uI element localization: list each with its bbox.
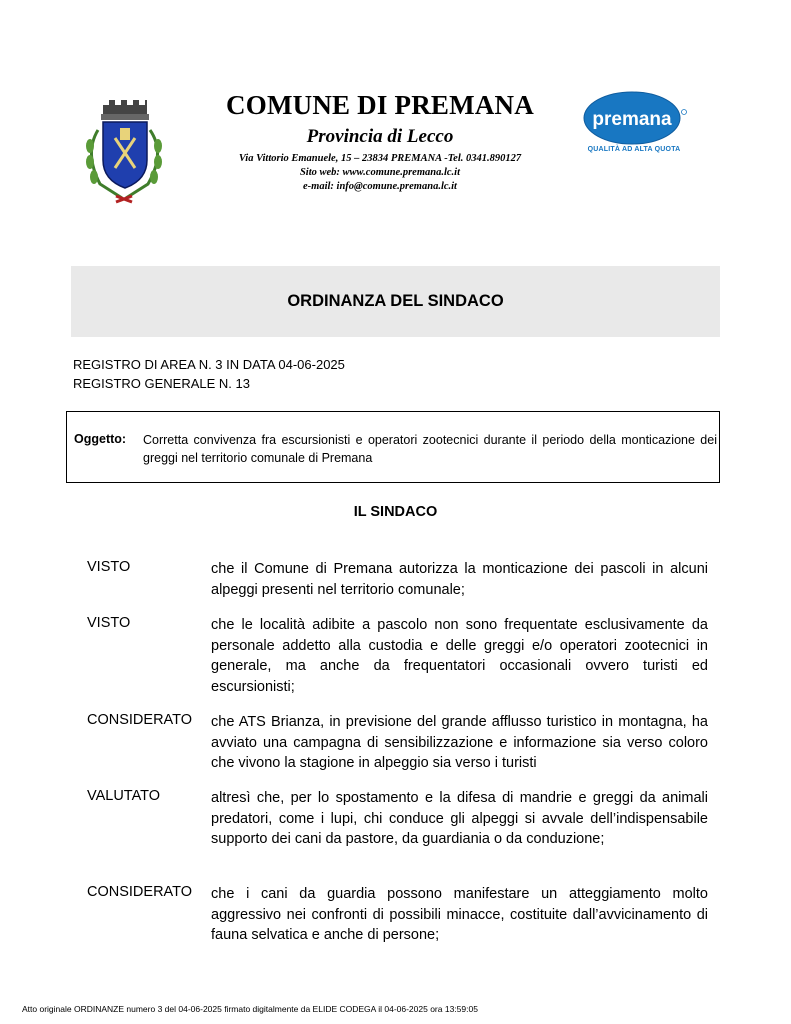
logo-text: premana <box>592 109 672 130</box>
clause-label: VISTO <box>87 559 131 575</box>
ordinance-title: ORDINANZA DEL SINDACO <box>287 292 504 310</box>
website-line: Sito web: www.comune.premana.lc.it <box>299 167 461 178</box>
registry-area: REGISTRO DI AREA N. 3 IN DATA 04-06-2025 <box>73 357 345 372</box>
clause-label: CONSIDERATO <box>87 884 193 900</box>
clause-text: che il Comune di Premana autorizza la monticazione dei pascoli in alcuni alpeggi presenti nel territorio comunale; <box>211 561 708 598</box>
clause-label: VISTO <box>87 615 131 631</box>
email-line: e-mail: info@comune.premana.lc.it <box>303 181 457 192</box>
clause-text: altresì che, per lo spostamento e la difesa di mandrie e greggi da animali predatori, come i lupi, chi conduce gli alpeggi si avvale dell’indispensabile supporto dei cani da pastore, da guardiania o da conduzione; <box>211 790 708 847</box>
subject-label: Oggetto: <box>74 432 127 446</box>
clause-label: CONSIDERATO <box>87 712 193 728</box>
clause-text: che le località adibite a pascolo non sono frequentate esclusivamente da personale addetto alla custodia e delle greggi e/o operatori zootecnici in generale, ma anche da frequentatori occasionali ovvero turisti ed escursionisti; <box>211 617 708 695</box>
section-heading: IL SINDACO <box>353 504 438 520</box>
registry-general: REGISTRO GENERALE N. 13 <box>73 376 250 391</box>
page-title: COMUNE DI PREMANA <box>226 90 534 120</box>
subject-text: Corretta convivenza fra escursionisti e operatori zootecnici durante il periodo della monticazione dei greggi nel territorio comunale di Premana <box>143 433 717 465</box>
logo-tagline: QUALITÀ AD ALTA QUOTA <box>587 146 681 153</box>
coat-of-arms-icon <box>76 98 172 208</box>
clause-label: VALUTATO <box>87 788 161 804</box>
clause-text: che ATS Brianza, in previsione del grande afflusso turistico in montagna, ha avviato una campagna di sensibilizzazione e informazione sia verso coloro che vivono la stagione in alpeggio sia verso i turisti <box>211 714 708 771</box>
ordinance-banner <box>71 266 720 337</box>
province-subtitle: Provincia di Lecco <box>306 126 454 147</box>
clause-text: che i cani da guardia possono manifestare un atteggiamento molto aggressivo nei confronti di possibili minacce, costituite dall’avvicinamento di fauna selvatica e anche di persone; <box>211 886 708 943</box>
address-line: Via Vittorio Emanuele, 15 – 23834 PREMANA -Tel. 0341.890127 <box>238 153 522 164</box>
signature-footer: Atto originale ORDINANZE numero 3 del 04-06-2025 firmato digitalmente da ELIDE CODEGA il 04-06-2025 ora 13:59:05 <box>22 1004 478 1014</box>
